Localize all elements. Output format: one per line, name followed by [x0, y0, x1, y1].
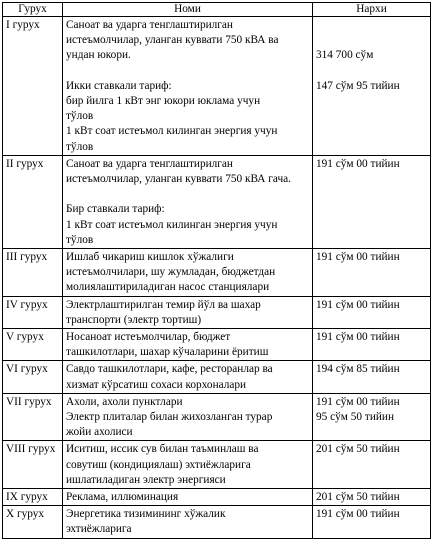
- name-line: Электр плиталар билан жихозланган турар: [66, 411, 273, 424]
- name-line: ишлатиладиган электр энергияси: [66, 473, 226, 486]
- group-cell: X гурух: [3, 506, 63, 538]
- tariff-table: [2, 2, 431, 539]
- name-cell: [63, 155, 313, 248]
- price-cell: [313, 361, 431, 393]
- name-line: истеъмолчилар, уланган куввати 750 кВА гача.: [66, 173, 291, 186]
- group-cell: VI гурух: [3, 361, 63, 393]
- price-cell: [313, 296, 431, 328]
- name-line: Савдо ташкилотлари, кафе, ресторанлар ва: [66, 363, 273, 376]
- price-line: 314 700 сўм: [316, 49, 374, 62]
- table-row: [3, 329, 431, 361]
- name-line: молиялаштириладиган насос станциялари: [66, 281, 270, 294]
- header-group: Гурух: [3, 3, 63, 17]
- name-line: Ишлаб чикариш кишлок хўжалиги: [66, 251, 234, 264]
- name-line: Икки ставкали тариф:: [66, 79, 172, 92]
- group-cell: IX гурух: [3, 489, 63, 506]
- price-cell: [313, 489, 431, 506]
- group-cell: VIII гурух: [3, 441, 63, 489]
- blank-line: [316, 33, 427, 48]
- name-line: совутиш (кондициялаш) эхтиёжларига: [66, 458, 251, 471]
- name-line: ташкилотлари, шахар кўчаларини ёритиш: [66, 346, 269, 359]
- name-line: Реклама, иллюминация: [66, 491, 179, 504]
- price-line: 191 сўм 00 тийин: [316, 395, 400, 408]
- group-cell: V гурух: [3, 329, 63, 361]
- name-line: транспорти (электр тортиш): [66, 313, 202, 326]
- price-cell: [313, 329, 431, 361]
- table-header-row: [3, 3, 431, 17]
- name-line: Электрлаштирилган темир йўл ва шахар: [66, 298, 261, 311]
- group-cell: II гурух: [3, 155, 63, 248]
- price-line: 191 сўм 00 тийин: [316, 251, 400, 264]
- name-cell: [63, 249, 313, 297]
- name-line: 1 кВт соат истеъмол килинган энергия учун: [66, 125, 278, 138]
- price-line: 147 сўм 95 тийин: [316, 79, 400, 92]
- header-price: Нархи: [313, 3, 431, 17]
- price-cell: [313, 249, 431, 297]
- table-row: [3, 249, 431, 297]
- name-line: истеъмолчилар, уланган куввати 750 кВА ва: [66, 34, 279, 47]
- name-line: 1 кВт соат истеъмол килинган энергия учун: [66, 218, 278, 231]
- price-line: 191 сўм 00 тийин: [316, 298, 400, 311]
- price-line: 191 сўм 00 тийин: [316, 157, 400, 170]
- price-line: 191 сўм 00 тийин: [316, 331, 400, 344]
- name-cell: [63, 296, 313, 328]
- group-cell: IV гурух: [3, 296, 63, 328]
- table-row: [3, 393, 431, 441]
- name-cell: [63, 441, 313, 489]
- blank-line: [316, 18, 427, 33]
- price-cell: [313, 506, 431, 538]
- name-cell: [63, 506, 313, 538]
- name-line: жойи ахолиси: [66, 426, 133, 439]
- blank-line: [316, 64, 427, 79]
- name-cell: [63, 329, 313, 361]
- name-line: Бир ставкали тариф:: [66, 203, 165, 216]
- blank-line: [66, 187, 309, 202]
- group-cell: VII гурух: [3, 393, 63, 441]
- header-name: Номи: [63, 3, 313, 17]
- table-row: [3, 506, 431, 538]
- name-line: истеъмолчилари, шу жумладан, бюджетдан: [66, 266, 276, 279]
- group-cell: III гурух: [3, 249, 63, 297]
- name-cell: [63, 489, 313, 506]
- name-cell: [63, 361, 313, 393]
- table-row: [3, 296, 431, 328]
- name-line: Энергетика тизимининг хўжалик: [66, 508, 226, 521]
- table-row: [3, 155, 431, 248]
- name-line: эхтиёжларига: [66, 523, 132, 536]
- name-line: бир йилга 1 кВт энг юкори юклама учун: [66, 95, 261, 107]
- table-body: [3, 17, 431, 539]
- name-line: Саноат ва ударга тенглаштирилган: [66, 19, 233, 31]
- price-line: 191 сўм 00 тийин: [316, 508, 400, 521]
- table-row: [3, 489, 431, 506]
- price-cell: [313, 155, 431, 248]
- name-cell: [63, 17, 313, 156]
- blank-line: [66, 64, 309, 79]
- price-cell: [313, 393, 431, 441]
- name-line: Носаноат истеъмолчилар, бюджет: [66, 331, 231, 344]
- name-line: Саноат ва ударга тенглаштирилган: [66, 157, 233, 170]
- name-line: Иситиш, иссик сув билан таъминлаш ва: [66, 443, 259, 456]
- name-line: тўлов: [66, 110, 94, 123]
- price-cell: [313, 441, 431, 489]
- name-cell: [63, 393, 313, 441]
- table-row: [3, 361, 431, 393]
- name-line: Ахоли, ахоли пунктлари: [66, 395, 183, 408]
- price-line: 201 сўм 50 тийин: [316, 491, 400, 504]
- price-line: 201 сўм 50 тийин: [316, 443, 400, 456]
- name-line: тўлов: [66, 233, 94, 246]
- name-line: ундан юкори.: [66, 49, 131, 62]
- price-cell: [313, 17, 431, 156]
- table-row: [3, 17, 431, 156]
- name-line: тўлов: [66, 140, 94, 153]
- price-line: 95 сўм 50 тийин: [316, 411, 394, 424]
- price-line: 194 сўм 85 тийин: [316, 363, 400, 376]
- group-cell: I гурух: [3, 17, 63, 156]
- table-row: [3, 441, 431, 489]
- name-line: хизмат кўрсатиш сохаси корхоналари: [66, 378, 247, 391]
